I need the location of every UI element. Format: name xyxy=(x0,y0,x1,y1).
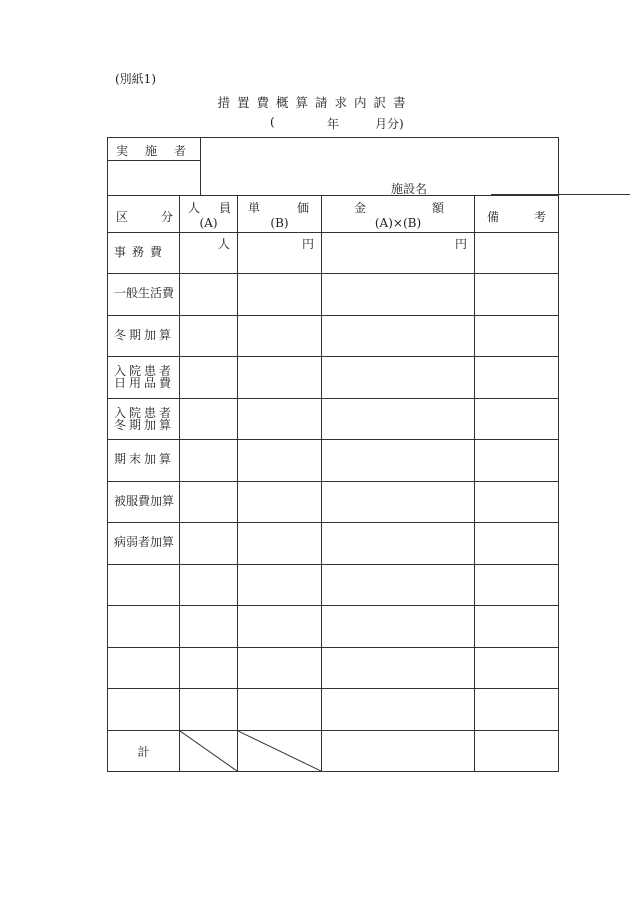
row-label[interactable] xyxy=(108,565,180,606)
total-row xyxy=(108,731,559,772)
amount-cell[interactable] xyxy=(322,274,475,316)
amount-cell[interactable] xyxy=(322,689,475,731)
unit-price-cell[interactable] xyxy=(238,399,322,440)
amount-cell[interactable] xyxy=(322,648,475,689)
implementer-label-cell xyxy=(108,138,201,161)
amount-cell[interactable] xyxy=(322,606,475,648)
header-category: 区 分 xyxy=(108,196,180,233)
table-row xyxy=(108,606,559,648)
facility-cell[interactable] xyxy=(201,138,559,196)
unit-price-total-cell-crossed xyxy=(238,731,322,772)
table-row xyxy=(108,399,559,440)
attachment-label: (別紙1) xyxy=(115,72,156,86)
amount-cell[interactable] xyxy=(322,482,475,523)
row-label[interactable] xyxy=(108,648,180,689)
table-row xyxy=(108,274,559,316)
facility-label: 施設名 xyxy=(391,182,428,196)
diagonal-strike xyxy=(238,731,321,771)
unit-price-cell[interactable] xyxy=(238,689,322,731)
table-row xyxy=(108,689,559,731)
unit-price-cell[interactable] xyxy=(238,606,322,648)
persons-cell[interactable] xyxy=(180,689,238,731)
amount-total-cell[interactable] xyxy=(322,731,475,772)
table-row xyxy=(108,565,559,606)
unit-price-cell[interactable] xyxy=(238,523,322,565)
period-year-label: 年 xyxy=(327,117,340,131)
amount-cell[interactable] xyxy=(322,565,475,606)
unit-price-cell[interactable] xyxy=(238,482,322,523)
period-open-paren: ( xyxy=(270,115,275,129)
remarks-cell[interactable] xyxy=(475,523,559,565)
row-label: 入院患者 冬期加算 xyxy=(108,399,180,440)
persons-cell[interactable] xyxy=(180,523,238,565)
document-title: 措置費概算請求内訳書 xyxy=(217,95,413,110)
persons-cell[interactable]: 人 xyxy=(180,233,238,274)
remarks-cell[interactable] xyxy=(475,274,559,316)
table-row xyxy=(108,316,559,357)
row-label: 事務費 xyxy=(108,233,180,274)
row-label[interactable] xyxy=(108,689,180,731)
header-unit-price: 単 価 (B) xyxy=(238,196,322,233)
table-row xyxy=(108,482,559,523)
remarks-cell[interactable] xyxy=(475,482,559,523)
remarks-cell[interactable] xyxy=(475,316,559,357)
remarks-cell[interactable] xyxy=(475,440,559,482)
table-row xyxy=(108,648,559,689)
unit-price-cell[interactable]: 円 xyxy=(238,233,322,274)
remarks-cell[interactable] xyxy=(475,357,559,399)
remarks-cell[interactable] xyxy=(475,689,559,731)
unit-price-cell[interactable] xyxy=(238,274,322,316)
persons-cell[interactable] xyxy=(180,565,238,606)
row-label: 一般生活費 xyxy=(108,274,180,316)
persons-total-cell-crossed xyxy=(180,731,238,772)
total-label-cell xyxy=(108,731,180,772)
remarks-cell[interactable] xyxy=(475,565,559,606)
header-amount: 金 額 (A)×(B) xyxy=(322,196,475,233)
row-label: 被服費加算 xyxy=(108,482,180,523)
total-label: 計 xyxy=(137,745,150,759)
facility-name-line[interactable] xyxy=(491,179,630,195)
amount-cell[interactable] xyxy=(322,523,475,565)
row-label: 入院患者 日用品費 xyxy=(108,357,180,399)
persons-cell[interactable] xyxy=(180,274,238,316)
remarks-cell[interactable] xyxy=(475,233,559,274)
persons-cell[interactable] xyxy=(180,357,238,399)
persons-cell[interactable] xyxy=(180,648,238,689)
table-row xyxy=(108,233,559,274)
persons-cell[interactable] xyxy=(180,606,238,648)
period-month-label: 月分) xyxy=(375,117,404,131)
row-label: 冬期加算 xyxy=(108,316,180,357)
table-row xyxy=(108,523,559,565)
table-row xyxy=(108,440,559,482)
unit-price-cell[interactable] xyxy=(238,565,322,606)
unit-price-cell[interactable] xyxy=(238,316,322,357)
amount-cell[interactable] xyxy=(322,440,475,482)
unit-price-cell[interactable] xyxy=(238,357,322,399)
implementer-value-cell[interactable] xyxy=(108,161,201,196)
row-label[interactable] xyxy=(108,606,180,648)
persons-cell[interactable] xyxy=(180,440,238,482)
breakdown-table xyxy=(107,137,559,772)
unit-price-cell[interactable] xyxy=(238,440,322,482)
row-label: 病弱者加算 xyxy=(108,523,180,565)
unit-price-cell[interactable] xyxy=(238,648,322,689)
remarks-cell[interactable] xyxy=(475,399,559,440)
amount-cell[interactable]: 円 xyxy=(322,233,475,274)
persons-cell[interactable] xyxy=(180,399,238,440)
diagonal-strike xyxy=(180,731,237,771)
table-row xyxy=(108,357,559,399)
amount-cell[interactable] xyxy=(322,357,475,399)
amount-cell[interactable] xyxy=(322,316,475,357)
persons-cell[interactable] xyxy=(180,482,238,523)
header-remarks: 備 考 xyxy=(475,196,559,233)
persons-cell[interactable] xyxy=(180,316,238,357)
remarks-total-cell[interactable] xyxy=(475,731,559,772)
remarks-cell[interactable] xyxy=(475,648,559,689)
amount-cell[interactable] xyxy=(322,399,475,440)
implementer-label: 実 施 者 xyxy=(116,144,187,158)
remarks-cell[interactable] xyxy=(475,606,559,648)
row-label: 期末加算 xyxy=(108,440,180,482)
header-persons: 人 員 (A) xyxy=(180,196,238,233)
